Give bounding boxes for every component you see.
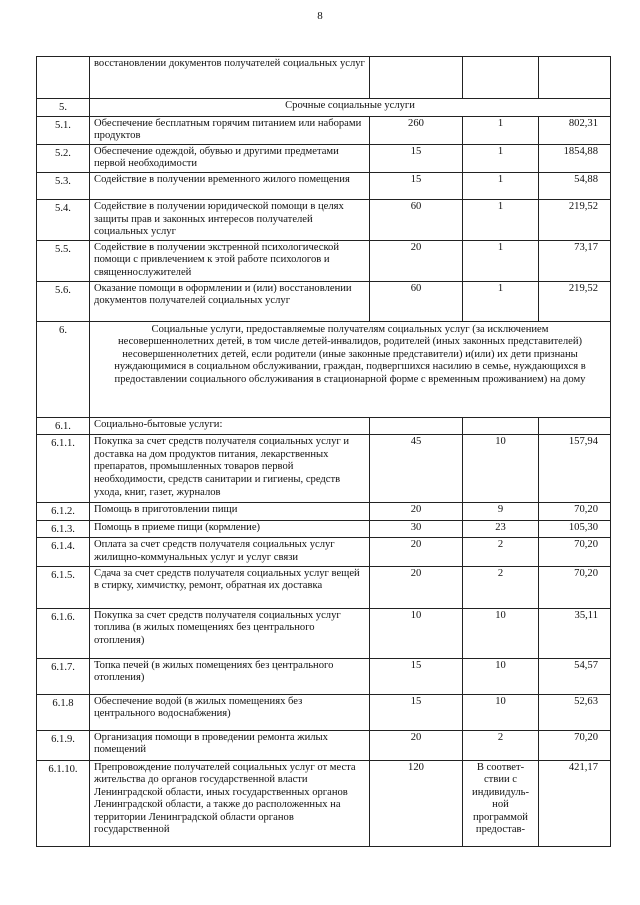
service-frequency-value: В соответ-ствии с индивидуль-ной программой предостав- — [463, 760, 539, 846]
service-time-value: 30 — [370, 520, 463, 538]
page-number: 8 — [317, 10, 323, 22]
row-number: 6.1.9. — [37, 730, 90, 760]
service-price-value: 35,11 — [539, 608, 611, 658]
service-time-value: 60 — [370, 199, 463, 240]
services-table — [36, 56, 611, 847]
service-name: Помощь в приготовлении пищи — [90, 503, 370, 521]
service-name: Обеспечение одеждой, обувью и другими предметами первой необходимости — [90, 144, 370, 172]
service-price-value: 157,94 — [539, 435, 611, 503]
service-name: восстановлении документов получателей социальных услуг — [90, 57, 370, 99]
service-price-value: 54,57 — [539, 658, 611, 694]
row-number: 5.4. — [37, 199, 90, 240]
table-row — [37, 520, 611, 538]
service-price-value: 219,52 — [539, 199, 611, 240]
row-number: 5.5. — [37, 240, 90, 281]
service-name: Обеспечение бесплатным горячим питанием или наборами продуктов — [90, 116, 370, 144]
service-time-value: 15 — [370, 144, 463, 172]
service-time-value: 20 — [370, 503, 463, 521]
service-time-value: 15 — [370, 172, 463, 199]
service-time-value: 15 — [370, 658, 463, 694]
service-frequency-value: 23 — [463, 520, 539, 538]
table-row — [37, 99, 611, 117]
row-number — [37, 57, 90, 99]
row-number: 6.1.10. — [37, 760, 90, 846]
service-time-value: 20 — [370, 240, 463, 281]
table-row — [37, 199, 611, 240]
row-number: 6.1. — [37, 417, 90, 435]
service-frequency-value: 1 — [463, 240, 539, 281]
section-description: Социальные услуги, предоставляемые получателям социальных услуг (за исключением несовершеннолетних детей, в том числе детей-инвалидов, родителей (иных законных представителей) несовершеннолетних детей, если родители (иные законные представители) и(или) их дети признаны нуждающимися в социальном обслуживании, граждан, подвергшихся насилию в семье, нуждающихся в предоставлении социального обслуживания в стационарной форме с временным проживанием) на дому — [90, 321, 611, 417]
table-row — [37, 503, 611, 521]
row-number: 6.1.5. — [37, 566, 90, 608]
service-time-value: 45 — [370, 435, 463, 503]
service-frequency-value — [463, 417, 539, 435]
service-price-value: 219,52 — [539, 281, 611, 321]
service-frequency-value: 1 — [463, 116, 539, 144]
service-name: Социально-бытовые услуги: — [90, 417, 370, 435]
service-price-value: 54,88 — [539, 172, 611, 199]
service-name: Организация помощи в проведении ремонта жилых помещений — [90, 730, 370, 760]
row-number: 6.1.1. — [37, 435, 90, 503]
table-row — [37, 116, 611, 144]
service-time-value — [370, 417, 463, 435]
service-price-value: 421,17 — [539, 760, 611, 846]
table-row — [37, 240, 611, 281]
service-frequency-value: 1 — [463, 281, 539, 321]
service-price-value: 70,20 — [539, 566, 611, 608]
row-number: 5.6. — [37, 281, 90, 321]
service-name: Обеспечение водой (в жилых помещениях без центрального водоснабжения) — [90, 694, 370, 730]
table-row — [37, 435, 611, 503]
service-name: Покупка за счет средств получателя социальных услуг топлива (в жилых помещениях без центрального отопления) — [90, 608, 370, 658]
service-name: Оказание помощи в оформлении и (или) восстановлении документов получателей социальных услуг — [90, 281, 370, 321]
row-number: 6.1.2. — [37, 503, 90, 521]
service-price-value: 70,20 — [539, 538, 611, 566]
row-number: 6. — [37, 321, 90, 417]
service-time-value: 10 — [370, 608, 463, 658]
service-name: Покупка за счет средств получателя социальных услуг и доставка на дом продуктов питания, лекарственных препаратов, промышленных товаров первой необходимости, средств санитарии и гигиены, средств ухода, книг, газет, журналов — [90, 435, 370, 503]
service-price-value: 70,20 — [539, 730, 611, 760]
table-row — [37, 281, 611, 321]
service-name: Оплата за счет средств получателя социальных услуг жилищно-коммунальных услуг и услуг связи — [90, 538, 370, 566]
service-time-value: 20 — [370, 730, 463, 760]
table-row — [37, 760, 611, 846]
service-time-value — [370, 57, 463, 99]
service-name: Топка печей (в жилых помещениях без центрального отопления) — [90, 658, 370, 694]
service-frequency-value: 1 — [463, 172, 539, 199]
service-frequency-value: 9 — [463, 503, 539, 521]
service-price-value: 802,31 — [539, 116, 611, 144]
service-frequency-value: 10 — [463, 608, 539, 658]
service-frequency-value: 1 — [463, 144, 539, 172]
service-time-value: 20 — [370, 566, 463, 608]
service-time-value: 60 — [370, 281, 463, 321]
service-name: Содействие в получении временного жилого помещения — [90, 172, 370, 199]
table-row — [37, 694, 611, 730]
service-time-value: 20 — [370, 538, 463, 566]
table-row — [37, 417, 611, 435]
service-price-value: 1854,88 — [539, 144, 611, 172]
row-number: 6.1.7. — [37, 658, 90, 694]
row-number: 5.3. — [37, 172, 90, 199]
service-time-value: 260 — [370, 116, 463, 144]
services-table-body — [37, 57, 611, 847]
row-number: 6.1.4. — [37, 538, 90, 566]
section-title: Срочные социальные услуги — [90, 99, 611, 117]
service-frequency-value — [463, 57, 539, 99]
table-row — [37, 730, 611, 760]
table-row — [37, 538, 611, 566]
service-price-value: 70,20 — [539, 503, 611, 521]
service-frequency-value: 2 — [463, 730, 539, 760]
row-number: 5.2. — [37, 144, 90, 172]
service-frequency-value: 10 — [463, 658, 539, 694]
service-frequency-value: 2 — [463, 538, 539, 566]
service-frequency-value: 2 — [463, 566, 539, 608]
table-row — [37, 566, 611, 608]
row-number: 5.1. — [37, 116, 90, 144]
service-time-value: 120 — [370, 760, 463, 846]
service-price-value: 73,17 — [539, 240, 611, 281]
service-name: Препровождение получателей социальных услуг от места жительства до органов государственной власти Ленинградской области, иных государственных органов Ленинградской области, а также до расположенных на территории Ленинградской области органов государственной — [90, 760, 370, 846]
service-price-value: 105,30 — [539, 520, 611, 538]
service-name: Содействие в получении экстренной психологической помощи с привлечением к этой работе психологов и священнослужителей — [90, 240, 370, 281]
service-name: Помощь в приеме пищи (кормление) — [90, 520, 370, 538]
service-frequency-value: 10 — [463, 694, 539, 730]
service-name: Сдача за счет средств получателя социальных услуг вещей в стирку, химчистку, ремонт, обратная их доставка — [90, 566, 370, 608]
service-frequency-value: 10 — [463, 435, 539, 503]
table-row — [37, 321, 611, 417]
table-row — [37, 658, 611, 694]
table-row — [37, 57, 611, 99]
service-frequency-value: 1 — [463, 199, 539, 240]
row-number: 6.1.3. — [37, 520, 90, 538]
table-row — [37, 608, 611, 658]
service-name: Содействие в получении юридической помощи в целях защиты прав и законных интересов получателей социальных услуг — [90, 199, 370, 240]
service-price-value: 52,63 — [539, 694, 611, 730]
service-price-value — [539, 417, 611, 435]
row-number: 6.1.8 — [37, 694, 90, 730]
row-number: 5. — [37, 99, 90, 117]
row-number: 6.1.6. — [37, 608, 90, 658]
table-row — [37, 144, 611, 172]
service-price-value — [539, 57, 611, 99]
table-row — [37, 172, 611, 199]
service-time-value: 15 — [370, 694, 463, 730]
